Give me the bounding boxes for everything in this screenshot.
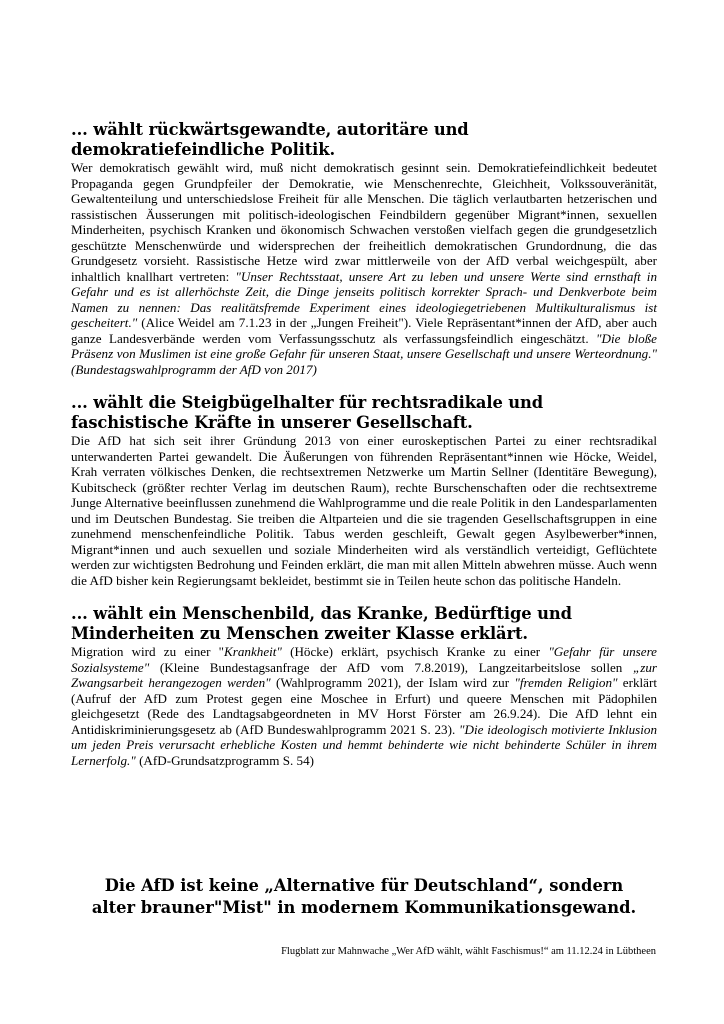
text-run: (Höcke) erklärt, psychisch Kranke zu einer [281, 644, 549, 659]
section-text [71, 160, 657, 377]
quote-fremde-religion: "fremden Religion" [514, 675, 618, 690]
quote-wahlprogramm-2017: "Die bloße Präsenz von Muslimen ist eine große Gefahr für unseren Staat, unsere Gesellschaft und unsere Werteordnung." (Bundestagswahlprogramm der AfD von 2017) [71, 330, 657, 377]
section-heading: ... wählt rückwärtsgewandte, autoritäre und demokratiefeindliche Politik. [71, 120, 469, 159]
text-run: (AfD-Grundsatzprogramm S. 54) [135, 752, 314, 768]
section-menschenbild [71, 604, 657, 768]
section-steigbuegelhalter [71, 393, 657, 588]
text-run: Migration wird zu einer " [71, 644, 225, 659]
flyer-body [71, 120, 657, 784]
footer-note: Flugblatt zur Mahnwache „Wer AfD wählt, wählt Faschismus!“ am 11.12.24 in Lübtheen [281, 946, 656, 957]
section-text: Die AfD hat sich seit ihrer Gründung 2013 von einer euroskeptischen Partei zu einer rechtsradikal unterwanderten Partei gewandelt. Die Äußerungen von führenden Repräsentant*innen wie Höcke, Weidel, Krah verraten völkisches Denken, die rechtsextremen Netzwerke um Martin Sellner (Identitäre Bewegung), Kubitscheck (größter rechter Verlag im deutschen Raum), rechte Burschenschaften oder die rechtsextreme Junge Alternative beeinflussen zunehmend die Wahlprogramme und die reale Politik in den Landesparlamenten und im Deutschen Bundestag. Sie treiben die Altparteien und die sie tragenden Gesellschaftsgruppen in eine zunehmend menschenfeindliche Politik. Tabus werden geschleift, Gewalt gegen Asylbewerber*innen, Migrant*innen und auch sexuellen und soziale Minderheiten wird als verständlich verteidigt, Geflüchtete werden zur wichtigsten Bedrohung und Feinden erklärt, die man mit allen Mitteln abwehren müsse. Auch wenn die AfD bisher kein Regierungsamt bekleidet, bestimmt sie in Teilen heute schon das politische Handeln. [71, 433, 657, 588]
text-run: (Wahlprogramm 2021), der Islam wird zur [270, 675, 515, 690]
text-run: Wer demokratisch gewählt wird, muß nicht demokratisch gesinnt sein. Demokratiefeindlichkeit bedeutet Propaganda gegen Grundpfeiler der Demokratie, wie Menschenrechte, Gleichheit, Volkssouveränität, Gewaltenteilung und unterschiedslose Freiheit für alle Menschen. Die täglich verlautbarten hetzerischen und rassistischen Äusserungen mit politisch-ideologischen Feindbildern gegenüber Migrant*innen, sexuellen Minderheiten, psychisch Kranken und ökonomisch Schwachen verstoßen vielfach gegen die grundgesetzlich geschützte Menschenwürde und widersprechen der freiheitlich demokratischen Grundordnung, die das Grundgesetz vorsieht. Rassistische Hetze wird zwar mittlerweile von der AfD verbal weichgespült, aber inhaltlich knallhart vertreten: [71, 160, 657, 284]
section-text [71, 644, 657, 768]
text-run: (Kleine Bundestagsanfrage der AfD vom 7.8.2019), Langzeitarbeitslose sollen [149, 659, 633, 675]
closing-statement [71, 875, 657, 919]
text-run: erklärt (Aufruf der AfD zum Protest gegen eine Moschee in Erfurt) und queere Menschen mit Pädophilen gleichgesetzt (Rede des Landtagsabgeordneten in MV Horst Förster am 26.9.24). Die AfD lehnt ein Antidiskriminierungsgesetz ab (AfD Bundeswahlprogramm 2021 S. 23). [71, 675, 657, 737]
closing-line-1: Die AfD ist keine „Alternative für Deutschland“, sondern [104, 876, 624, 895]
text-run: (Alice Weidel am 7.1.23 in der „Jungen Freiheit"). Viele Repräsentant*innen der AfD, aber auch ganze Landesverbände werden vom Verfassungsschutz als verfassungsfeindlich eingeschätzt. [71, 315, 657, 346]
closing-line-2: alter brauner"Mist" in modernem Kommunikationsgewand. [91, 898, 637, 917]
quote-sozialsysteme: "Gefahr für unsere Sozialsysteme" [71, 644, 657, 675]
quote-krankheit: Krankheit" [224, 644, 282, 659]
quote-inklusion: "Die ideologisch motivierte Inklusion um jeden Preis verursacht erhebliche Kosten und hemmt behinderte wie nicht behinderte Schüler in ihrem Lernerfolg." [71, 721, 657, 768]
section-autoritaer [71, 120, 657, 377]
quote-weidel: "Unser Rechtsstaat, unsere Art zu leben und unsere Werte sind ernsthaft in Gefahr und es ist allerhöchste Zeit, die Dinge jenseits politisch korrekter Sprach- und Denkverbote beim Namen zu nennen: Das realitätsfremde Experiment eines ideologiegetriebenen Multikulturalismus ist gescheitert." [71, 268, 657, 330]
quote-zwangsarbeit: „zur Zwangsarbeit herangezogen werden" [71, 659, 657, 690]
section-heading: ... wählt ein Menschenbild, das Kranke, Bedürftige und Minderheiten zu Menschen zweiter Klasse erklärt. [71, 604, 572, 643]
section-heading: ... wählt die Steigbügelhalter für rechtsradikale und faschistische Kräfte in unserer Gesellschaft. [71, 393, 544, 432]
